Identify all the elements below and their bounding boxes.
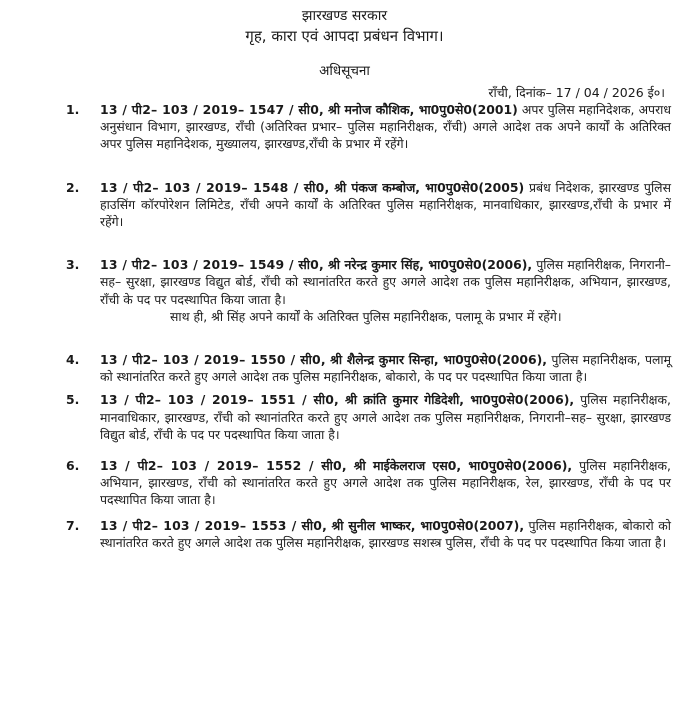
officer-name: श्री क्रांति कुमार गेडिदेशी, भा0पु0से0(2006),: [344, 392, 575, 408]
order-number: 5.: [66, 392, 80, 408]
dateline: राँची, दिनांक– 17 / 04 / 2026 ई०।: [488, 85, 665, 100]
order-number: 2.: [66, 179, 80, 195]
order-list: [18, 101, 671, 551]
order-additional-text: साथ ही, श्री सिंह अपने कार्यों के अतिरिक्त पुलिस महानिरीक्षक, पलामू के प्रभार में रहेंगे।: [170, 308, 562, 324]
officer-name: श्री नरेन्द्र कुमार सिंह, भा0पु0से0(2006),: [328, 257, 533, 273]
government-name: झारखण्ड सरकार: [301, 8, 388, 24]
order-text: पुलिस महानिरीक्षक, निगरानी–सह– सुरक्षा, झारखण्ड विद्युत बोर्ड, राँची को स्थानांतरित करते हुए अगले आदेश तक पुलिस महानिरीक्षक, अभियान, झारखण्ड, राँची के पद पर पदस्थापित किया जाता है।: [100, 257, 671, 307]
order-text: पुलिस महानिरीक्षक, बोकारो को स्थानांतरित करते हुए अगले आदेश तक पुलिस महानिरीक्षक, झारखण्ड सशस्त्र पुलिस, राँची के पद पर पदस्थापित किया जाता है।: [100, 517, 671, 550]
order-text: अपर पुलिस महानिदेशक, अपराध अनुसंधान विभाग, झारखण्ड, राँची (अतिरिक्त प्रभार– पुलिस महानिरीक्षक, राँची) अगले आदेश तक अपने कार्यों के अतिरिक्त अपर पुलिस महानिदेशक, मुख्यालय, झारखण्ड,राँची के प्रभार में रहेंगे।: [100, 102, 671, 152]
order-number: 7.: [66, 517, 80, 533]
order-reference: 13 / पी2– 103 / 2019– 1553 / सी0,: [100, 517, 328, 533]
order-reference: 13 / पी2– 103 / 2019– 1552 / सी0,: [100, 458, 347, 474]
order-reference: 13 / पी2– 103 / 2019– 1550 / सी0,: [100, 352, 326, 368]
officer-name: श्री मनोज कौशिक, भा0पु0से0(2001): [328, 102, 518, 117]
order-item: [18, 256, 671, 325]
order-reference: 13 / पी2– 103 / 2019– 1547 / सी0,: [100, 102, 324, 117]
order-number: 3.: [66, 257, 80, 273]
letterhead: [18, 6, 671, 46]
order-reference: 13 / पी2– 103 / 2019– 1548 / सी0,: [100, 179, 330, 195]
order-text: प्रबंध निदेशक, झारखण्ड पुलिस हाउसिंग कॉरपोरेशन लिमिटेड, राँची अपने कार्यों के अतिरिक्त पुलिस महानिरीक्षक, मानवाधिकार, झारखण्ड,राँची के प्रभार में रहेंगे।: [100, 179, 671, 230]
order-item: [18, 391, 671, 443]
order-text: पुलिस महानिरीक्षक, अभियान, झारखण्ड, राँची को स्थानांतरित करते हुए अगले आदेश तक पुलिस महानिरीक्षक, रेल, झारखण्ड, राँची के पद पर पदस्थापित किया जाता है।: [100, 458, 671, 508]
notification-title: अधिसूचना: [319, 63, 370, 79]
order-item: [18, 179, 671, 231]
order-item: [18, 351, 671, 385]
order-number: 4.: [66, 352, 80, 368]
order-text: पुलिस महानिरीक्षक, मानवाधिकार, झारखण्ड, राँची को स्थानांतरित करते हुए अगले आदेश तक पुलिस महानिरीक्षक, निगरानी–सह– सुरक्षा, झारखण्ड विद्युत बोर्ड, राँची के पद पर पदस्थापित किया जाता है।: [100, 392, 671, 442]
officer-name: श्री पंकज कम्बोज, भा0पु0से0(2005): [334, 179, 525, 195]
department-name: गृह, कारा एवं आपदा प्रबंधन विभाग।: [245, 27, 444, 45]
officer-name: श्री सुनील भाष्कर, भा0पु0से0(2007),: [331, 517, 525, 533]
order-item: [18, 101, 671, 153]
order-text: पुलिस महानिरीक्षक, पलामू को स्थानांतरित करते हुए अगले आदेश तक पुलिस महानिरीक्षक, बोकारो, के पद पर पदस्थापित किया जाता है।: [100, 352, 671, 385]
order-item: [18, 517, 671, 551]
order-reference: 13 / पी2– 103 / 2019– 1551 / सी0,: [100, 392, 339, 408]
officer-name: श्री शैलेन्द्र कुमार सिन्हा, भा0पु0से0(2006),: [330, 352, 547, 368]
order-item: [18, 457, 671, 509]
order-number: 6.: [66, 458, 80, 474]
order-reference: 13 / पी2– 103 / 2019– 1549 / सी0,: [100, 257, 324, 273]
officer-name: श्री माईकेलराज एस0, भा0पु0से0(2006),: [353, 458, 573, 474]
order-number: 1.: [66, 102, 80, 117]
